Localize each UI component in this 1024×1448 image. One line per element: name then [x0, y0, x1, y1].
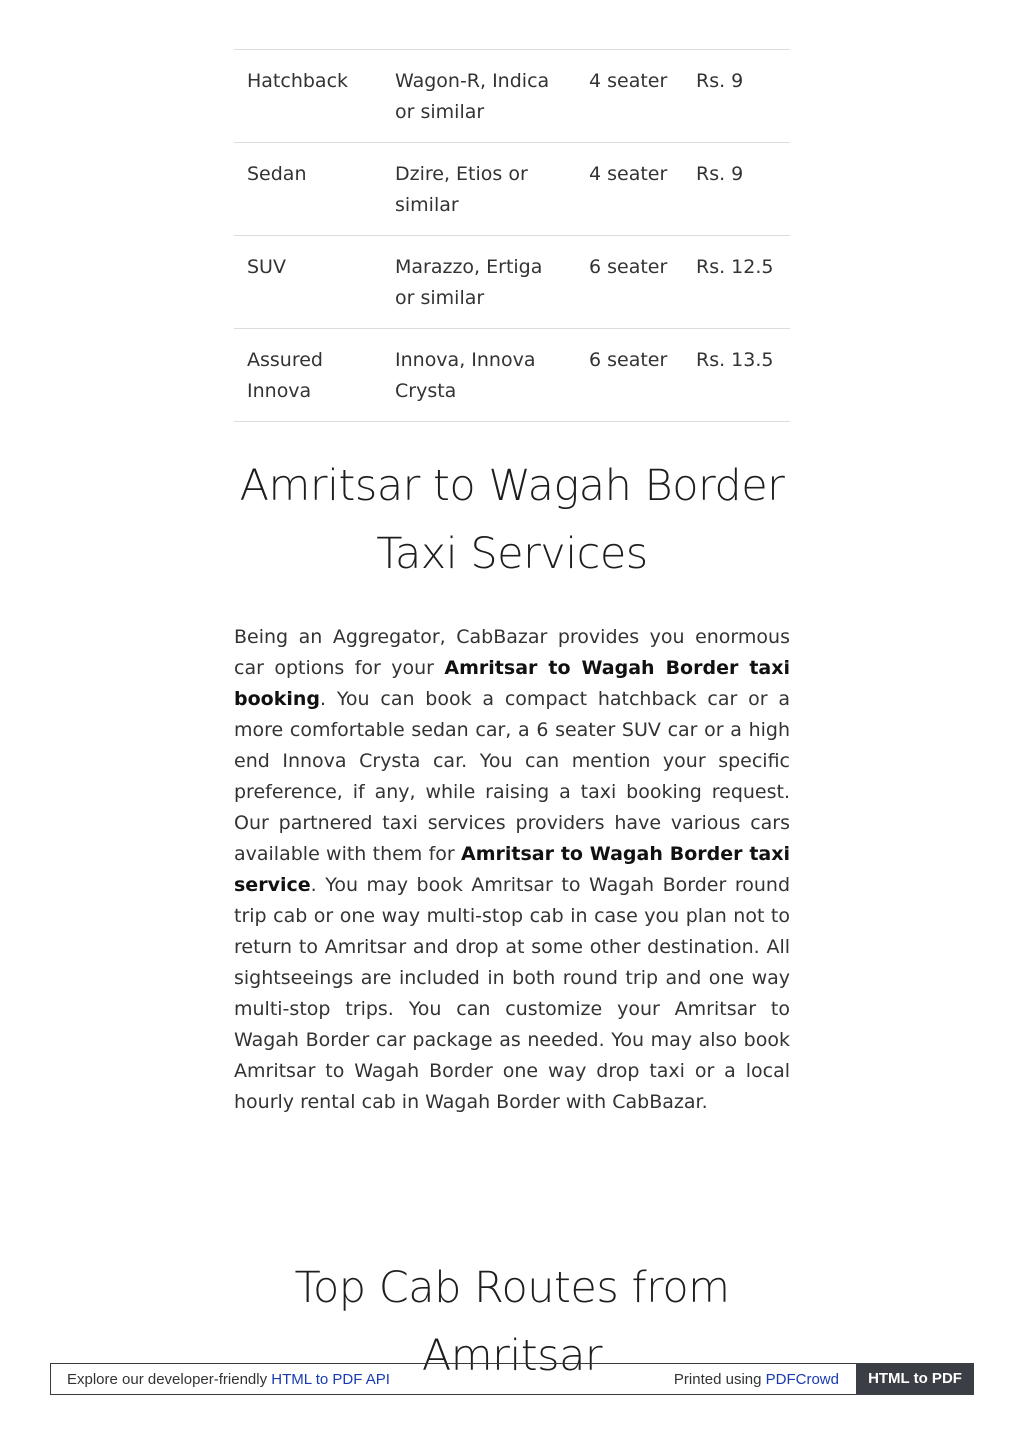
- page-content: [234, 0, 790, 1390]
- car-capacity: 4 seater: [576, 143, 683, 236]
- paragraph-text: . You may book Amritsar to Wagah Border round trip cab or one way multi-stop cab in case you plan not to return to Amritsar and drop at some other destination. All sightseeings are included in both round trip and one way multi-stop trips. You can customize your Amritsar to Wagah Border car package as needed. You may also book Amritsar to Wagah Border one way drop taxi or a local hourly rental cab in Wagah Border with CabBazar.: [234, 874, 790, 1113]
- car-capacity: 6 seater: [576, 329, 683, 422]
- car-capacity: 4 seater: [576, 50, 683, 143]
- section-title-top-cab-routes: Top Cab Routes from Amritsar: [294, 1263, 730, 1381]
- car-capacity: 6 seater: [576, 236, 683, 329]
- paragraph-text: Being an Aggregator, CabBazar provides you enormous car options for your: [234, 626, 790, 679]
- car-model: Marazzo, Ertiga or similar: [382, 236, 576, 329]
- car-type: Hatchback: [234, 50, 382, 143]
- table-row: [234, 50, 790, 143]
- car-fare: Rs. 13.5: [683, 329, 790, 422]
- html-to-pdf-button[interactable]: HTML to PDF: [856, 1363, 974, 1395]
- section-title-taxi-services: Amritsar to Wagah Border Taxi Services: [239, 461, 785, 579]
- car-options-table: [234, 49, 790, 422]
- footer-explore-text: Explore our developer-friendly: [67, 1371, 272, 1388]
- table-row: [234, 236, 790, 329]
- pdfcrowd-link[interactable]: PDFCrowd: [765, 1371, 839, 1388]
- car-model: Wagon-R, Indica or similar: [382, 50, 576, 143]
- footer-printed-text: Printed using: [673, 1371, 766, 1388]
- footer-printed: [674, 1371, 839, 1388]
- car-type: SUV: [234, 236, 382, 329]
- footer-explore: [67, 1371, 390, 1388]
- car-fare: Rs. 12.5: [683, 236, 790, 329]
- highlight-taxi-service: Amritsar to Wagah Border taxi service: [234, 843, 790, 896]
- html-to-pdf-api-link[interactable]: HTML to PDF API: [271, 1371, 390, 1388]
- car-fare: Rs. 9: [683, 50, 790, 143]
- car-model: Innova, Innova Crysta: [382, 329, 576, 422]
- table-row: [234, 329, 790, 422]
- car-type: Assured Innova: [234, 329, 382, 422]
- pdf-footer-bar: [50, 1363, 974, 1395]
- table-row: [234, 143, 790, 236]
- highlight-taxi-booking: Amritsar to Wagah Border taxi booking: [234, 657, 790, 710]
- car-fare: Rs. 9: [683, 143, 790, 236]
- car-type: Sedan: [234, 143, 382, 236]
- taxi-services-paragraph: [234, 622, 790, 1118]
- car-model: Dzire, Etios or similar: [382, 143, 576, 236]
- paragraph-text: . You can book a compact hatchback car or a more comfortable sedan car, a 6 seater SUV car or a high end Innova Crysta car. You can mention your specific preference, if any, while raising a taxi booking request. Our partnered taxi services providers have various cars available with them for: [234, 688, 790, 865]
